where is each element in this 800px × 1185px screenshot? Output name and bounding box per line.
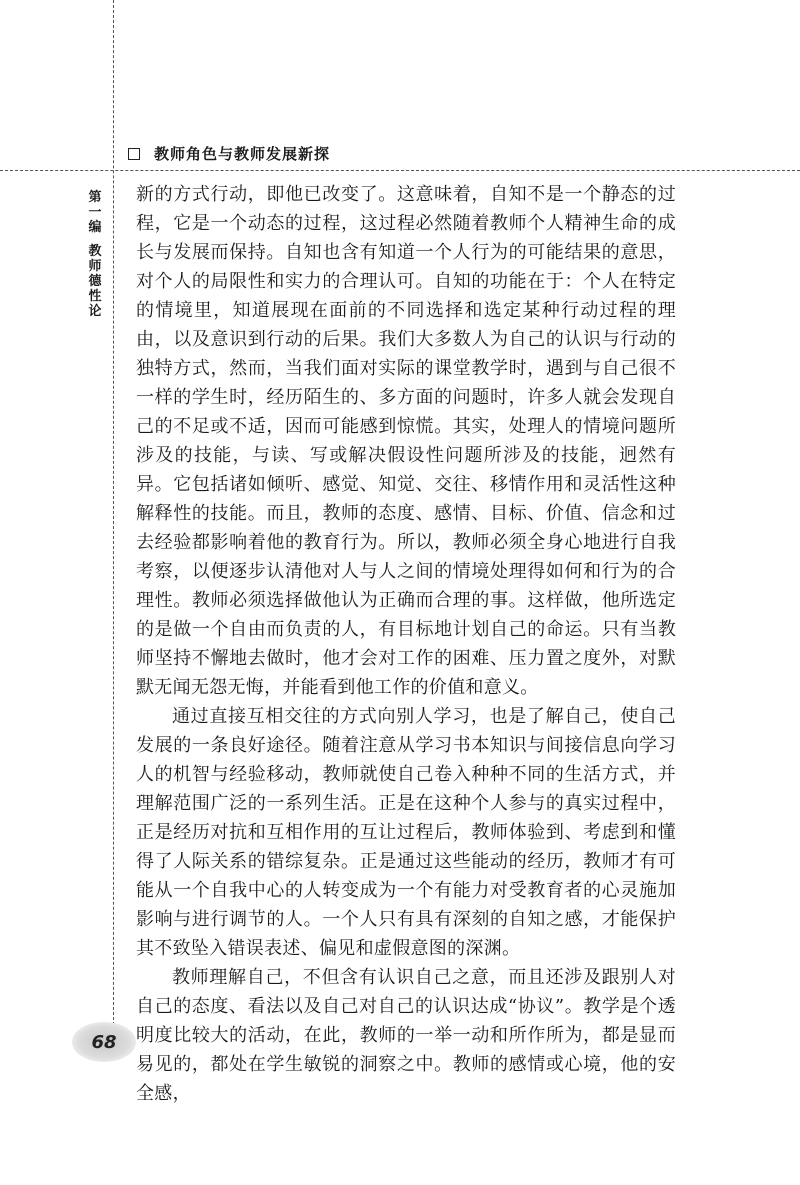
page-number: 68 [72,1022,136,1062]
running-header [128,143,330,164]
header-square-icon [128,148,140,160]
paragraph-2: 通过直接互相交往的方式向别人学习，也是了解自己，使自己发展的一条良好途径。随着注意从学习书本知识与间接信息向学习人的机智与经验移动，教师就使自己卷入种种不同的生活方式，并理解范围广泛的一系列生活。正是在这种个人参与的真实过程中，正是经历对抗和互相作用的互让过程后，教师体验到、考虑到和懂得了人际关系的错综复杂。正是通过这些能动的经历，教师才有可能从一个自我中心的人转变成为一个有能力对受教育者的心灵施加影响与进行调节的人。一个人只有具有深刻的自知之感，才能保护其不致坠入错误表述、偏见和虚假意图的深渊。 [136,706,676,959]
side-part-label: 第一编 [88,190,102,235]
paragraph-1: 新的方式行动，即他已改变了。这意味着，自知不是一个静态的过程，它是一个动态的过程，这过程必然随着教师个人精神生命的成长与发展而保持。自知也含有知道一个人行为的可能结果的意思，对个人的局限性和实力的合理认可。自知的功能在于：个人在特定的情境里，知道展现在面前的不同选择和选定某种行动过程的理由，以及意识到行动的后果。我们大多数人为自己的认识与行动的独特方式，然而，当我们面对实际的课堂教学时，遇到与自己很不一样的学生时，经历陌生的、多方面的问题时，许多人就会发现自己的不足或不适，因而可能感到惊慌。其实，处理人的情境问题所涉及的技能，与读、写或解决假设性问题所涉及的技能，迥然有异。它包括诸如倾听、感觉、知觉、交往、移情作用和灵活性这种解释性的技能。而且，教师的态度、感情、目标、价值、信念和过去经验都影响着他的教育行为。所以，教师必须全身心地进行自我考察，以便逐步认清他对人与人之间的情境处理得如何和行为的合理性。教师必须选择做他认为正确而合理的事。这样做，他所选定的是做一个自由而负责的人，有目标地计划自己的命运。只有当教师坚持不懈地去做时，他才会对工作的困难、压力置之度外，对默默无闻无怨无悔，并能看到他工作的价值和意义。 [136,184,676,698]
margin-dashed-line-vertical [113,0,114,1030]
margin-dashed-line-horizontal [0,170,800,171]
side-section-title: 教师德性论 [88,244,102,319]
paragraph-3: 教师理解自己，不但含有认识自己之意，而且还涉及跟别人对自己的态度、看法以及自己对自己的认识达成“协议”。教学是个透明度比较大的活动，在此，教师的一举一动和所作所为，都是显而易见的，都处在学生敏锐的洞察之中。教师的感情或心境，他的安全感， [136,967,676,1104]
header-title: 教师角色与教师发展新探 [154,145,331,163]
body-text [136,180,676,1108]
